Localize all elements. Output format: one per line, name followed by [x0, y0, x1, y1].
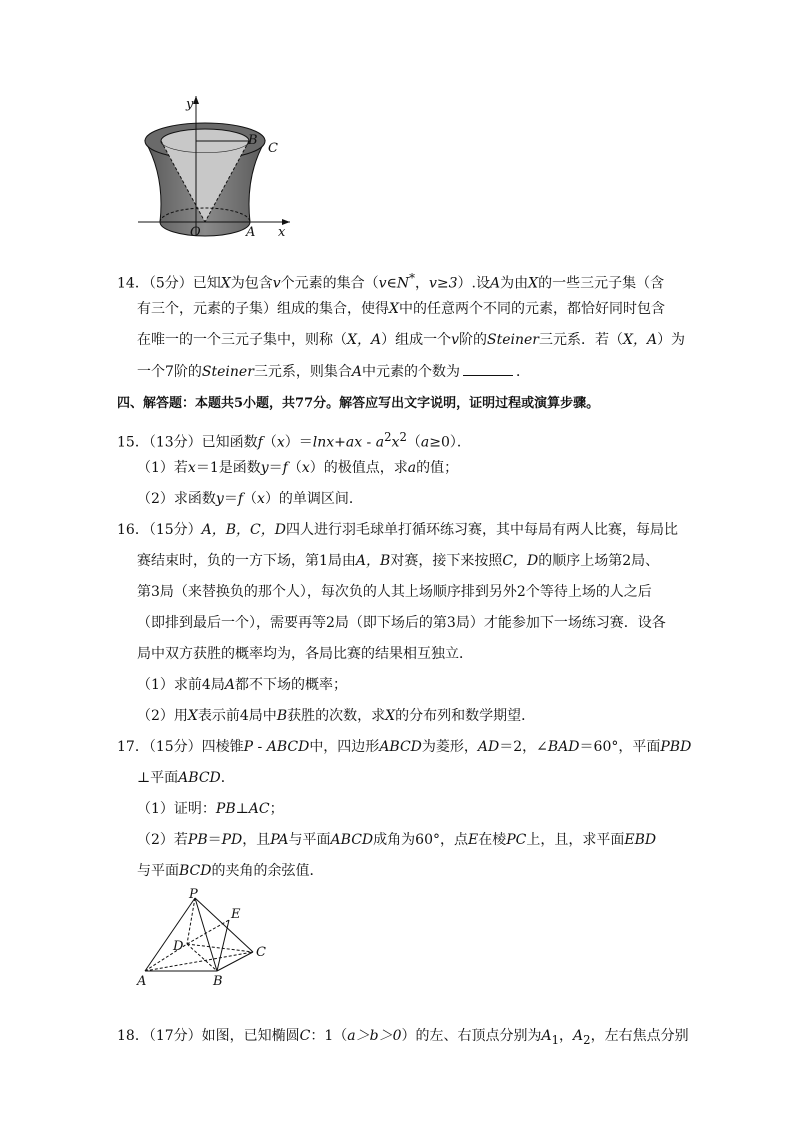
label-C: C — [256, 945, 266, 960]
q18-line1: 18．（17分）如图，已知椭圆C：1（a＞b＞0）的左、右顶点分别为$A_1$，$A_2$，左右焦点分别 — [117, 1028, 689, 1047]
label-A: A — [246, 225, 256, 240]
label-D: D — [173, 939, 184, 954]
label-C: C — [268, 141, 278, 156]
q16-line5: 局中双方获胜的概率均为，各局比赛的结果相互独立． — [137, 646, 473, 662]
q16-line1: 16．（15分）A，B，C，D四人进行羽毛球单打循环练习赛，其中每局有两人比赛，每局比 — [117, 522, 678, 538]
q15-part1: （1）若x＝1是函数y＝f（x）的极值点，求a的值； — [137, 460, 459, 476]
q17-part2: （2）若PB＝PD，且PA与平面ABCD成角为60°，点E在棱PC上，且，求平面EBD — [137, 832, 657, 848]
q14-line1: 14．（5分）已知X为包含v个元素的集合（v∈N*，v≥3）.设A为由X的一些三元子集（含 — [117, 271, 665, 292]
label-x: x — [278, 225, 286, 240]
label-y: y — [186, 97, 194, 112]
q14-line4: 一个7阶的Steiner三元系，则集合A中元素的个数为 ． — [137, 361, 530, 382]
q16-line4: （即排到最后一个），需要再等2局（即下场后的第3局）才能参加下一场练习赛．设各 — [137, 615, 666, 631]
q17-part1: （1）证明：PB⊥AC； — [137, 801, 284, 817]
q16-part1: （1）求前4局A都不下场的概率； — [137, 677, 347, 693]
q16-line2: 赛结束时，负的一方下场，第1局由A，B对赛，接下来按照C，D的顺序上场第2局、 — [137, 553, 660, 569]
q14-line2: 有三个，元素的子集）组成的集合，使得X中的任意两个不同的元素，都恰好同时包含 — [137, 301, 665, 317]
solid-figure — [130, 96, 300, 241]
label-E: E — [231, 907, 241, 922]
q16-part2: （2）用X表示前4局中B获胜的次数，求X的分布列和数学期望． — [137, 708, 536, 724]
pyramid-figure — [135, 888, 275, 990]
label-B: B — [213, 974, 223, 989]
label-A: A — [137, 974, 147, 989]
section-heading: 四、解答题：本题共5小题，共77分。解答应写出文字说明，证明过程或演算步骤。 — [117, 396, 600, 411]
q17-part2-cont: 与平面BCD的夹角的余弦值． — [137, 863, 324, 879]
q17-line2: ⊥平面ABCD． — [137, 770, 235, 786]
q16-line3: 第3局（来替换负的那个人），每次负的人其上场顺序排到另外2个等待上场的人之后 — [137, 584, 652, 600]
label-B: B — [248, 133, 258, 148]
q15-line1: 15．（13分）已知函数$f(x)=\ln x+ax - a^2x^2(a\ge 0)$． — [117, 430, 471, 451]
q17-line1: 17．（15分）四棱锥P - ABCD中，四边形ABCD为菱形，AD＝2，∠BAD＝60°，平面PBD — [117, 739, 692, 755]
answer-blank[interactable] — [463, 361, 513, 376]
q15-part2: （2）求函数y＝f（x）的单调区间． — [137, 491, 363, 507]
label-O: O — [190, 225, 201, 240]
label-P: P — [189, 888, 198, 902]
q14-line3: 在唯一的一个三元子集中，则称（X，A）组成一个v阶的Steiner三元系．若（X，A）为 — [137, 332, 686, 348]
